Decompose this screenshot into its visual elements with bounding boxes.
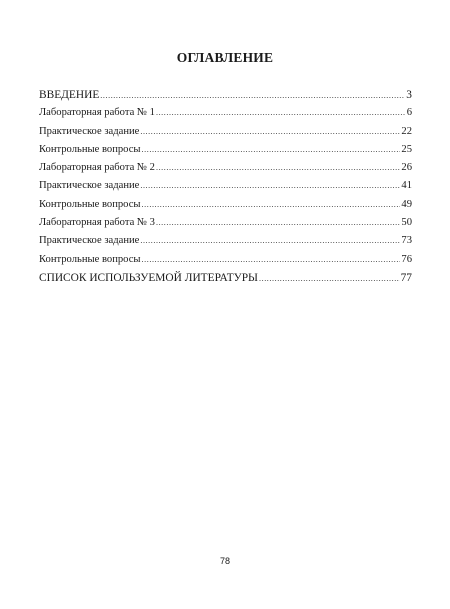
toc-entry-label: Практическое задание <box>39 235 140 247</box>
toc-entry-practical-1[interactable] <box>39 123 412 141</box>
page-title: ОГЛАВЛЕНИЕ <box>176 50 274 65</box>
dot-leader <box>142 196 401 214</box>
toc-entry-page: 41 <box>401 180 412 192</box>
toc-entry-page: 76 <box>401 253 412 265</box>
toc-entry-page: 49 <box>401 198 412 210</box>
toc-entry-label: Лабораторная работа № 1 <box>39 107 155 119</box>
dot-leader <box>259 270 400 288</box>
toc-entry-page: 3 <box>406 89 412 101</box>
toc-entry-lab-3[interactable] <box>39 214 412 232</box>
toc-entry-practical-2[interactable] <box>39 177 412 195</box>
toc-entry-page: 26 <box>401 162 412 174</box>
toc-entry-label: Лабораторная работа № 2 <box>39 162 155 174</box>
toc-entry-label: Контрольные вопросы <box>39 198 141 210</box>
dot-leader <box>100 87 405 105</box>
dot-leader <box>156 214 400 232</box>
toc-entry-label: Лабораторная работа № 3 <box>39 217 155 229</box>
toc-entry-introduction[interactable] <box>39 86 412 104</box>
toc-entry-page: 77 <box>400 271 412 284</box>
toc-entry-lab-2[interactable] <box>39 159 412 177</box>
dot-leader <box>140 232 400 250</box>
table-of-contents <box>39 86 412 287</box>
dot-leader <box>140 177 400 195</box>
toc-entry-page: 6 <box>406 107 412 119</box>
dot-leader <box>142 251 401 269</box>
toc-entry-label: ВВЕДЕНИЕ <box>39 89 100 101</box>
toc-entry-questions-2[interactable] <box>39 196 412 214</box>
toc-entry-label: Контрольные вопросы <box>39 253 141 265</box>
dot-leader <box>142 141 401 159</box>
toc-entry-label: Контрольные вопросы <box>39 143 141 155</box>
page-number: 78 <box>219 556 230 566</box>
toc-entry-questions-1[interactable] <box>39 141 412 159</box>
toc-entry-page: 25 <box>401 143 412 155</box>
toc-entry-label: Практическое задание <box>39 180 140 192</box>
toc-entry-page: 50 <box>401 217 412 229</box>
toc-entry-page: 22 <box>401 125 412 137</box>
toc-entry-questions-3[interactable] <box>39 251 412 269</box>
toc-entry-practical-3[interactable] <box>39 232 412 250</box>
toc-entry-label: Практическое задание <box>39 125 140 137</box>
toc-entry-lab-1[interactable] <box>39 104 412 122</box>
toc-entry-page: 73 <box>401 235 412 247</box>
dot-leader <box>156 104 406 122</box>
toc-entry-label: СПИСОК ИСПОЛЬЗУЕМОЙ ЛИТЕРАТУРЫ <box>39 271 258 284</box>
toc-entry-references[interactable] <box>39 269 412 287</box>
dot-leader <box>140 123 400 141</box>
dot-leader <box>156 159 400 177</box>
